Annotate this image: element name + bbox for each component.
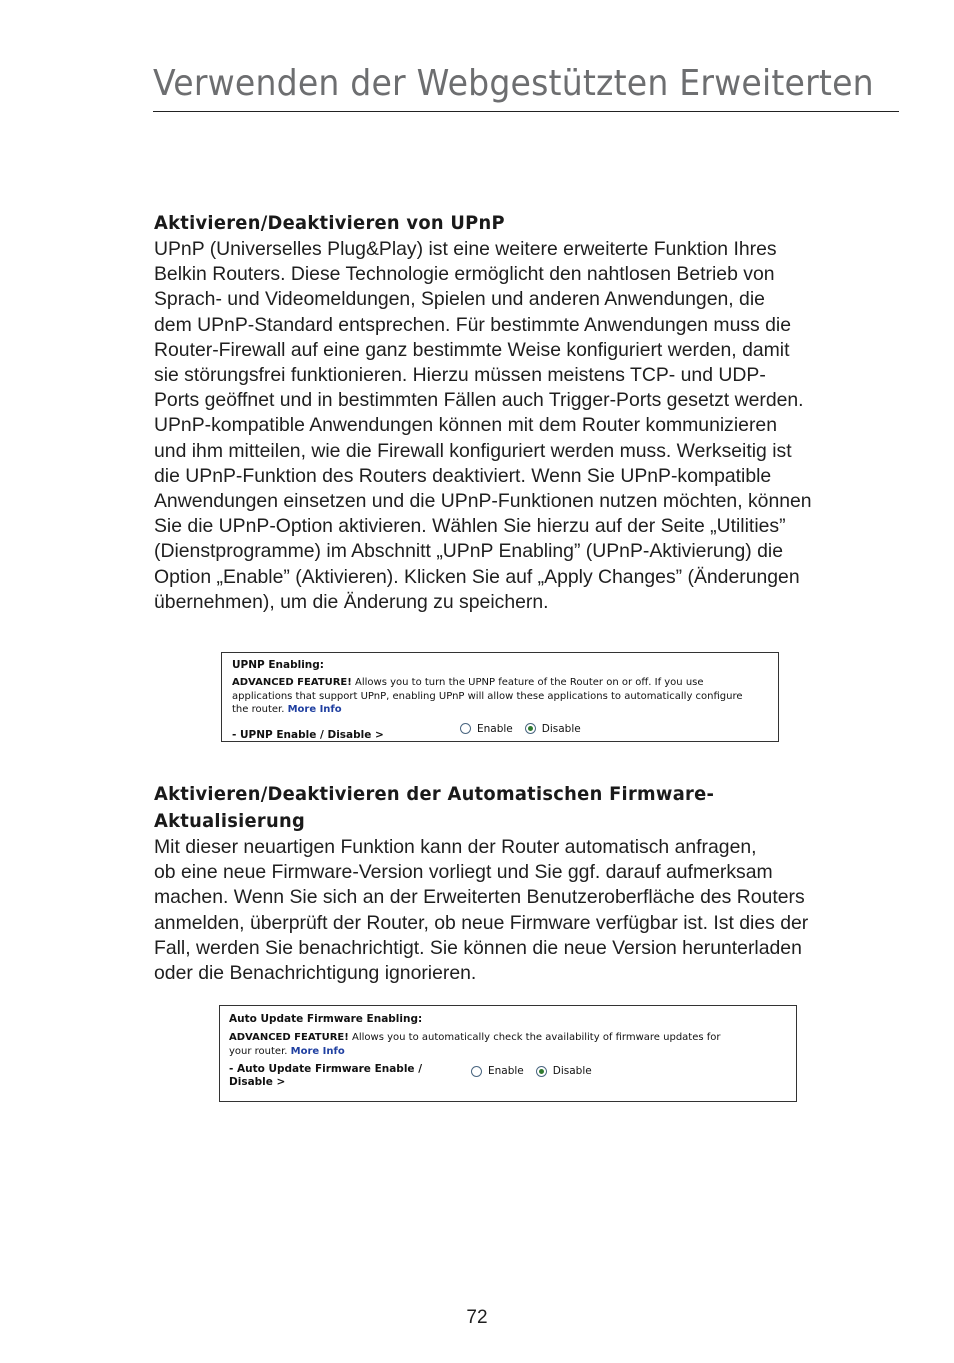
- firmware-disable-label: Disable: [552, 1065, 592, 1077]
- heading-line: Aktivieren/Deaktivieren der Automatischen Firmware-: [154, 783, 715, 805]
- body-line: und ihm mitteilen, wie die Firewall konfiguriert werden muss. Werkseitig ist: [154, 439, 792, 462]
- body-line: Fall, werden Sie benachrichtigt. Sie können die neue Version herunterladen: [154, 936, 802, 959]
- panel-desc-text: Allows you to automatically check the availability of firmware updates for: [348, 1032, 721, 1043]
- upnp-enable-radio[interactable]: [460, 723, 471, 734]
- page-number: 72: [466, 1307, 488, 1328]
- body-line: UPnP-kompatible Anwendungen können mit dem Router kommunizieren: [154, 414, 777, 437]
- upnp-disable-radio[interactable]: [525, 723, 536, 734]
- section-body-upnp: [154, 237, 864, 615]
- more-info-link[interactable]: More Info: [290, 1045, 345, 1057]
- section-firmware: [154, 781, 864, 986]
- panel-desc-text: Allows you to turn the UPNP feature of the Router on or off. If you use: [351, 677, 704, 688]
- label-line: Disable >: [229, 1076, 286, 1088]
- body-line: oder die Benachrichtigung ignorieren.: [154, 962, 477, 985]
- firmware-radio-group: [471, 1065, 604, 1077]
- section-upnp: [154, 210, 864, 615]
- body-line: machen. Wenn Sie sich an der Erweiterten Benutzeroberfläche des Routers: [154, 886, 805, 909]
- section-heading-upnp: Aktivieren/Deaktivieren von UPnP: [154, 212, 505, 234]
- heading-line: Aktualisierung: [154, 810, 306, 832]
- body-line: die UPnP-Funktion des Routers deaktiviert. Wenn Sie UPnP-kompatible: [154, 464, 772, 487]
- firmware-enable-radio[interactable]: [471, 1066, 482, 1077]
- panel-title-firmware: Auto Update Firmware Enabling:: [229, 1013, 423, 1025]
- section-body-firmware: [154, 835, 864, 986]
- firmware-settings-panel: [219, 1005, 797, 1102]
- header-divider: [153, 111, 899, 112]
- firmware-toggle-row: [229, 1063, 785, 1091]
- panel-desc-text: your router.: [229, 1045, 291, 1057]
- upnp-enable-label: Enable: [477, 722, 513, 735]
- body-line: (Dienstprogramme) im Abschnitt „UPnP Enabling” (UPnP-Aktivierung) die: [154, 540, 784, 563]
- body-line: Router-Firewall auf eine ganz bestimmte Weise konfiguriert werden, damit: [154, 338, 790, 361]
- upnp-settings-panel: [221, 652, 779, 742]
- body-line: Anwendungen einsetzen und die UPnP-Funktionen nutzen möchten, können: [154, 490, 812, 513]
- upnp-toggle-row: [232, 722, 767, 741]
- panel-description-upnp: [232, 676, 767, 717]
- section-heading-firmware: [154, 781, 821, 835]
- body-line: ob eine neue Firmware-Version vorliegt und Sie ggf. darauf aufmerksam: [154, 861, 773, 884]
- firmware-disable-radio[interactable]: [536, 1066, 547, 1077]
- upnp-disable-label: Disable: [541, 722, 581, 735]
- body-line: anmelden, überprüft der Router, ob neue Firmware verfügbar ist. Ist dies der: [154, 911, 809, 934]
- body-line: UPnP (Universelles Plug&Play) ist eine weitere erweiterte Funktion Ihres: [154, 238, 777, 260]
- upnp-radio-group: [460, 723, 593, 735]
- more-info-link[interactable]: More Info: [287, 704, 342, 715]
- body-line: dem UPnP-Standard entsprechen. Für bestimmte Anwendungen muss die: [154, 313, 792, 336]
- body-line: Option „Enable” (Aktivieren). Klicken Sie auf „Apply Changes” (Änderungen: [154, 565, 800, 588]
- panel-description-firmware: [229, 1031, 785, 1058]
- firmware-enable-label: Enable: [488, 1065, 524, 1077]
- label-line: - Auto Update Firmware Enable /: [229, 1063, 423, 1075]
- body-line: Belkin Routers. Diese Technologie ermöglicht den nahtlosen Betrieb von: [154, 263, 775, 286]
- body-line: Ports geöffnet und in bestimmten Fällen auch Trigger-Ports gesetzt werden.: [154, 389, 804, 412]
- body-line: übernehmen), um die Änderung zu speichern.: [154, 590, 549, 613]
- advanced-feature-label: ADVANCED FEATURE!: [229, 1032, 349, 1043]
- body-line: Sie die UPnP-Option aktivieren. Wählen Sie hierzu auf der Seite „Utilities”: [154, 515, 786, 538]
- panel-title-upnp: UPNP Enabling:: [232, 659, 324, 671]
- body-line: sie störungsfrei funktionieren. Hierzu müssen meistens TCP- und UDP-: [154, 364, 766, 387]
- page-header-title: Verwenden der Webgestützten Erweiterten: [153, 63, 874, 104]
- body-line: Mit dieser neuartigen Funktion kann der Router automatisch anfragen,: [154, 836, 757, 858]
- advanced-feature-label: ADVANCED FEATURE!: [232, 677, 352, 688]
- panel-desc-text: the router.: [232, 704, 288, 715]
- body-line: Sprach- und Videomeldungen, Spielen und anderen Anwendungen, die: [154, 288, 765, 311]
- panel-desc-text: applications that support UPnP, enabling UPnP will allow these applications to automatically configure: [232, 690, 743, 702]
- upnp-toggle-label: - UPNP Enable / Disable >: [232, 728, 384, 741]
